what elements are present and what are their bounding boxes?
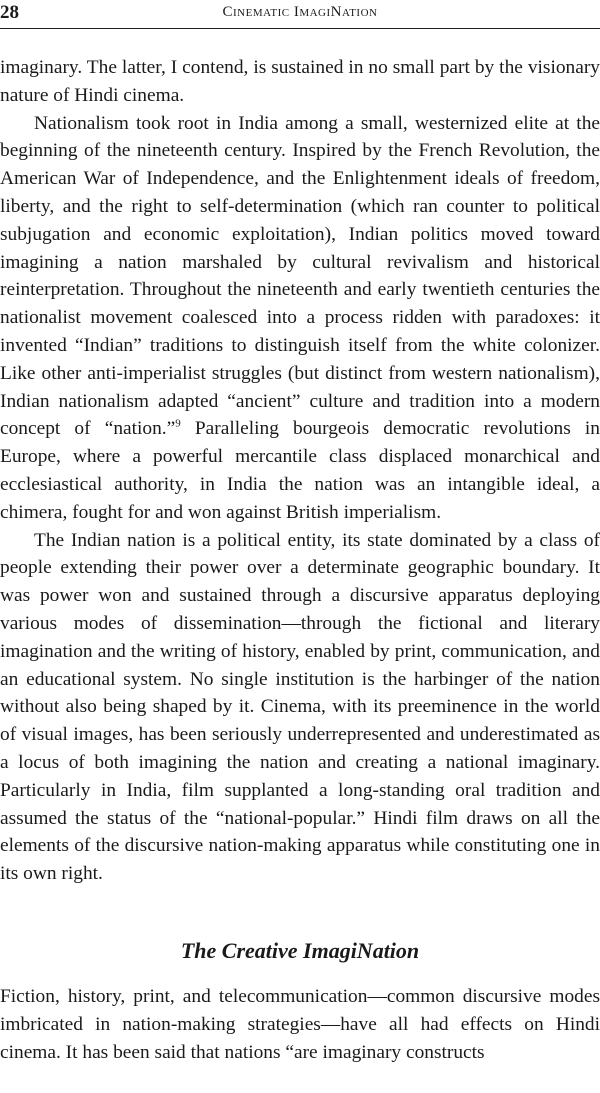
- paragraph-indian-nation: The Indian nation is a political entity, its state dominated by a class of people extending their power over a determinate geographic boundary. It was power won and sustained through a discursive apparatus deploying various modes of dissemination—through the fictional and literary imagination and the writing of history, enabled by print, communication, and an educational system. No single institution is the harbinger of the nation without also being shaped by it. Cinema, with its preeminence in the world of visual images, has been seriously underrepresented and underestimated as a locus of both imagining the nation and creating a national imaginary. Particularly in India, film supplanted a long-standing oral tradition and assumed the status of the “national-popular.” Hindi film draws on all the elements of the discursive nation-making apparatus while constituting one in its own right.: [0, 529, 600, 885]
- footnote-marker: 9: [175, 417, 181, 430]
- page-number: 28: [0, 2, 19, 23]
- section-text: [0, 983, 600, 1066]
- paragraph-continued: imaginary. The latter, I contend, is sustained in no small part by the visionary nature of Hindi cinema.: [0, 57, 600, 106]
- body-text: [0, 54, 600, 888]
- running-head: Cinematic ImagiNation: [222, 4, 378, 20]
- section-paragraph: Fiction, history, print, and telecommunication—common discursive modes imbricated in nation-making strategies—have all had effects on Hindi cinema. It has been said that nations “are imaginary constructs: [0, 986, 600, 1063]
- section-heading: The Creative ImagiNation: [180, 938, 420, 963]
- page-header: [0, 0, 600, 32]
- header-rule: [0, 28, 600, 29]
- paragraph-nationalism-text-cont: Paralleling bourgeois democratic revolutions in Europe, where a powerful mercantile class displaced monarchical and ecclesiastical authority, in India the nation was an intangible ideal, a chimera, fought for and won against British imperialism.: [0, 418, 600, 523]
- paragraph-nationalism: [0, 110, 600, 527]
- paragraph-nationalism-text: Nationalism took root in India among a small, westernized elite at the beginning of the nineteenth century. Inspired by the French Revolution, the American War of Independence, and the Enlightenment ideals of freedom, liberty, and the right to self-determination (which ran counter to political subjugation and economic exploitation), Indian politics moved toward imagining a nation marshaled by cultural revivalism and historical reinterpretation. Throughout the nineteenth and early twentieth centuries the nationalist movement coalesced into a process ridden with paradoxes: it invented “Indian” traditions to distinguish itself from the white colonizer. Like other anti-imperialist struggles (but distinct from western nationalism), Indian nationalism adapted “ancient” culture and tradition into a modern concept of “nation.”: [0, 112, 600, 440]
